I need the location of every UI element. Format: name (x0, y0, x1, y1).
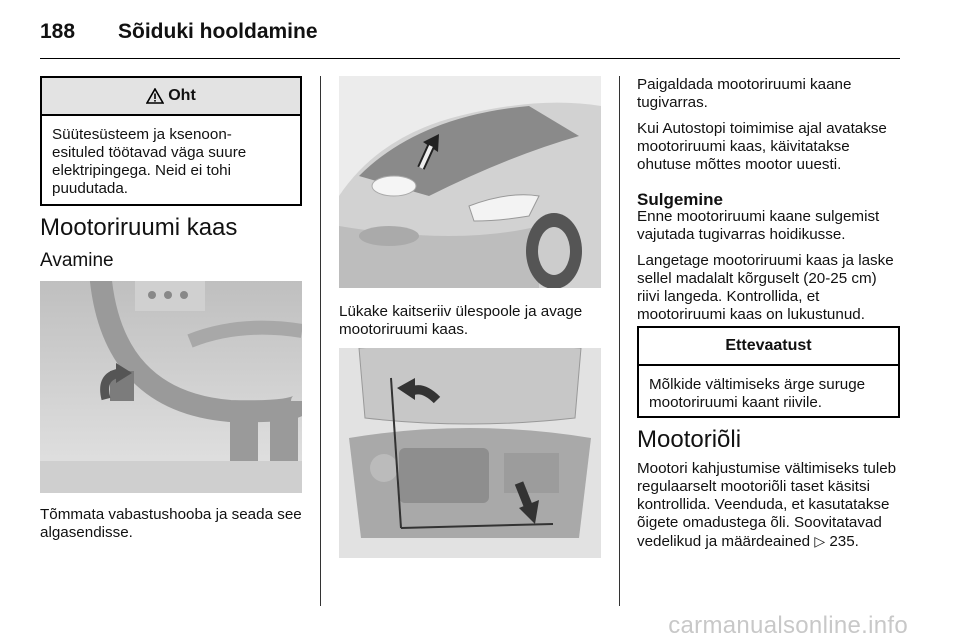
hood-latch-image (339, 76, 601, 288)
para-before-close: Enne mootoriruumi kaane sulgemist vajutada tugivarras hoidikusse. (637, 208, 880, 243)
caution-box-text: Mõlkide vältimiseks ärge suruge mootoriruumi kaant riivile. (649, 376, 866, 411)
heading-hood: Mootoriruumi kaas (40, 214, 238, 241)
watermark: carmanualsonline.info (668, 612, 908, 639)
danger-box-title: Oht (168, 87, 196, 104)
release-lever-image (40, 281, 302, 493)
heading-closing: Sulgemine (637, 190, 723, 209)
para-autostop: Kui Autostopi toimimise ajal avatakse mootoriruumi kaas, käivitatakse ohutuse mõttes mootor uuesti. (637, 120, 887, 173)
danger-box (40, 76, 302, 206)
col3-text-closing (637, 208, 903, 332)
para-support-rod: Paigaldada mootoriruumi kaane tugivarras. (637, 76, 852, 111)
heading-opening: Avamine (40, 250, 114, 271)
col3-text-top (637, 76, 903, 182)
para-engine-oil (637, 460, 907, 551)
page-reference-link[interactable]: 235. (829, 533, 859, 550)
heading-engine-oil: Mootoriõli (637, 426, 742, 453)
caption-release-lever: Tõmmata vabastushooba ja seada see algasendisse. (40, 506, 302, 541)
column-divider-1 (320, 76, 321, 606)
caution-box (637, 326, 900, 418)
column-divider-2 (619, 76, 620, 606)
danger-box-header (42, 78, 300, 116)
section-title: Sõiduki hooldamine (118, 20, 318, 43)
para-lower-hood: Langetage mootoriruumi kaas ja laske sellel madalalt kõrguselt (20-25 cm) riivi langeda. Kontrollida, et mootoriruumi kaas on lukustunud. (637, 252, 894, 323)
para-engine-oil-text: Mootori kahjustumise vältimiseks tuleb regulaarselt mootoriõli taset käsitsi kontrollida. Veenduda, et kasutatakse õigete omadustega õli. Soovitatavad vedelikud ja määrdeained (637, 460, 897, 550)
danger-box-text: Süütesüsteem ja ksenoon-esituled töötavad väga suure elektripingega. Neid ei tohi puudutada. (52, 126, 247, 197)
hood-open-image (339, 348, 601, 558)
caution-box-header (639, 328, 898, 366)
caption-hood-latch: Lükake kaitseriiv ülespoole ja avage mootoriruumi kaas. (339, 303, 583, 338)
page-reference-icon: ▷ (814, 533, 826, 549)
page-number: 188 (40, 20, 76, 43)
caution-box-title: Ettevaatust (725, 337, 812, 354)
warning-triangle-icon (146, 88, 164, 104)
header-divider (40, 58, 900, 59)
